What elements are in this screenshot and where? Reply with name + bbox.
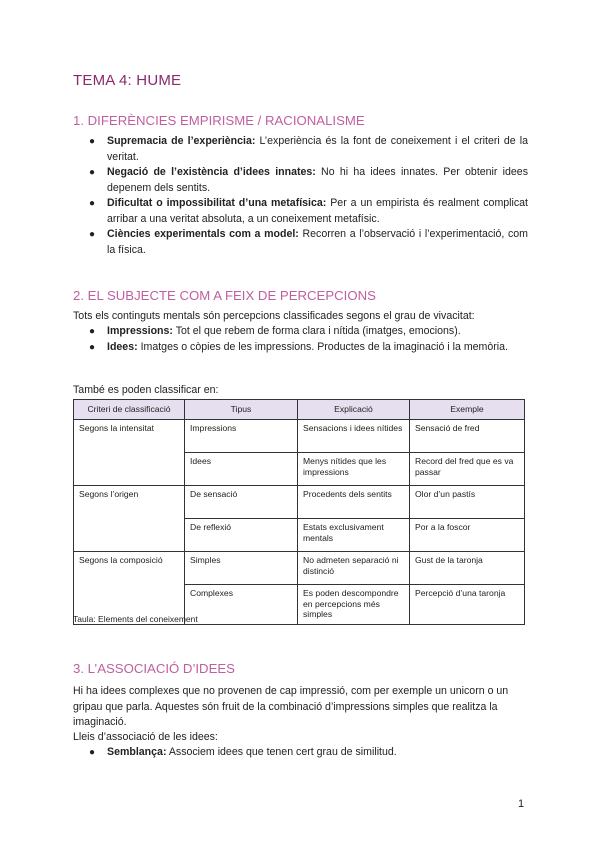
list-item <box>73 165 528 196</box>
term-label: Dificultat o impossibilitat d’una metafísica: <box>107 197 327 209</box>
table-header-cell: Criteri de classificació <box>74 400 185 420</box>
term-text: Tot el que rebem de forma clara i nítida (imatges, emocions). <box>172 325 461 337</box>
type-cell: De sensació <box>185 486 298 519</box>
bullet-icon: ● <box>89 326 96 337</box>
explanation-cell: Es poden descompondre en percepcions més simples <box>298 585 410 625</box>
term-label: Supremacia de l’experiència: <box>107 135 256 147</box>
term-text: Per a un empirista és realment complicat arribar a una veritat absoluta, a un coneixement metafísic. <box>107 197 528 225</box>
term-text: No hi ha idees innates. Per obtenir idees depenem dels sentits. <box>107 166 528 194</box>
table-row <box>74 552 525 585</box>
criteria-cell: Segons l’origen <box>74 486 185 552</box>
criteria-cell: Segons la composició <box>74 552 185 625</box>
table-header-cell: Exemple <box>410 400 525 420</box>
section-3-heading: 3. L’ASSOCIACIÓ D’IDEES <box>73 661 235 676</box>
bullet-icon: ● <box>89 341 96 353</box>
term-label: Negació de l’existència d’idees innates: <box>107 166 316 178</box>
table-header-row <box>74 400 525 420</box>
type-cell: Idees <box>185 453 298 486</box>
example-cell: Record del fred que es va passar <box>410 453 525 486</box>
term-text: Imatges o còpies de les impressions. Productes de la imaginació i la memòria. <box>137 340 508 353</box>
knowledge-elements-table <box>73 399 525 625</box>
section-3-paragraph: Hi ha idees complexes que no provenen de cap impressió, com per exemple un unicorn o un gripau que parla. Aquestes són fruit de la combinació d’impressions simples que realitza la imaginació. <box>73 685 509 728</box>
type-cell: Simples <box>185 552 298 585</box>
example-cell: Sensació de fred <box>410 420 525 453</box>
term-text: Recorren a l’observació i l’experimentació, com la física. <box>107 228 528 256</box>
section-2-list <box>73 324 528 355</box>
bullet-icon: ● <box>89 747 96 758</box>
table-intro: També es poden classificar en: <box>73 384 219 396</box>
table-row <box>74 420 525 453</box>
page-number: 1 <box>518 798 525 810</box>
explanation-cell: Procedents dels sentits <box>298 486 410 519</box>
list-item <box>73 196 528 227</box>
list-item <box>73 324 528 340</box>
laws-intro: Lleis d’associació de les idees: <box>73 731 218 743</box>
term-text: Associem idees que tenen cert grau de similitud. <box>166 746 397 758</box>
term-label: Impressions: <box>107 325 173 337</box>
criteria-cell: Segons la intensitat <box>74 420 185 486</box>
term-text: L’experiència és la font de coneixement i el criteri de la veritat. <box>107 135 528 163</box>
example-cell: Gust de la taronja <box>410 552 525 585</box>
term-label: Semblança: <box>107 746 167 758</box>
term-label: Ciències experimentals com a model: <box>107 228 299 240</box>
section-1-list <box>73 134 528 258</box>
document-title: TEMA 4: HUME <box>73 72 182 89</box>
type-cell: De reflexió <box>185 519 298 552</box>
list-item <box>73 340 528 356</box>
type-cell: Impressions <box>185 420 298 453</box>
type-cell: Complexes <box>185 585 298 625</box>
table-caption: Taula: Elements del coneixement <box>73 614 198 624</box>
section-2-heading: 2. EL SUBJECTE COM A FEIX DE PERCEPCIONS <box>73 288 376 303</box>
bullet-icon: ● <box>89 229 96 240</box>
explanation-cell: No admeten separació ni distinció <box>298 552 410 585</box>
bullet-icon: ● <box>89 198 96 209</box>
bullet-icon: ● <box>89 136 96 147</box>
explanation-cell: Sensacions i idees nítides <box>298 420 410 453</box>
example-cell: Olor d’un pastís <box>410 486 525 519</box>
example-cell: Percepció d’una taronja <box>410 585 525 625</box>
term-label: Idees: <box>107 340 138 353</box>
section-1-heading: 1. DIFERÈNCIES EMPIRISME / RACIONALISME <box>73 113 365 128</box>
example-cell: Por a la foscor <box>410 519 525 552</box>
explanation-cell: Menys nítides que les impressions <box>298 453 410 486</box>
bullet-icon: ● <box>89 167 96 178</box>
table-header-cell: Explicació <box>298 400 410 420</box>
list-item <box>73 227 528 258</box>
list-item <box>73 134 528 165</box>
section-3-list <box>73 745 528 761</box>
list-item <box>73 745 528 761</box>
table-header-cell: Tipus <box>185 400 298 420</box>
explanation-cell: Estats exclusivament mentals <box>298 519 410 552</box>
table-row <box>74 486 525 519</box>
section-2-intro: Tots els continguts mentals són percepcions classificades segons el grau de vivacitat: <box>73 310 475 322</box>
